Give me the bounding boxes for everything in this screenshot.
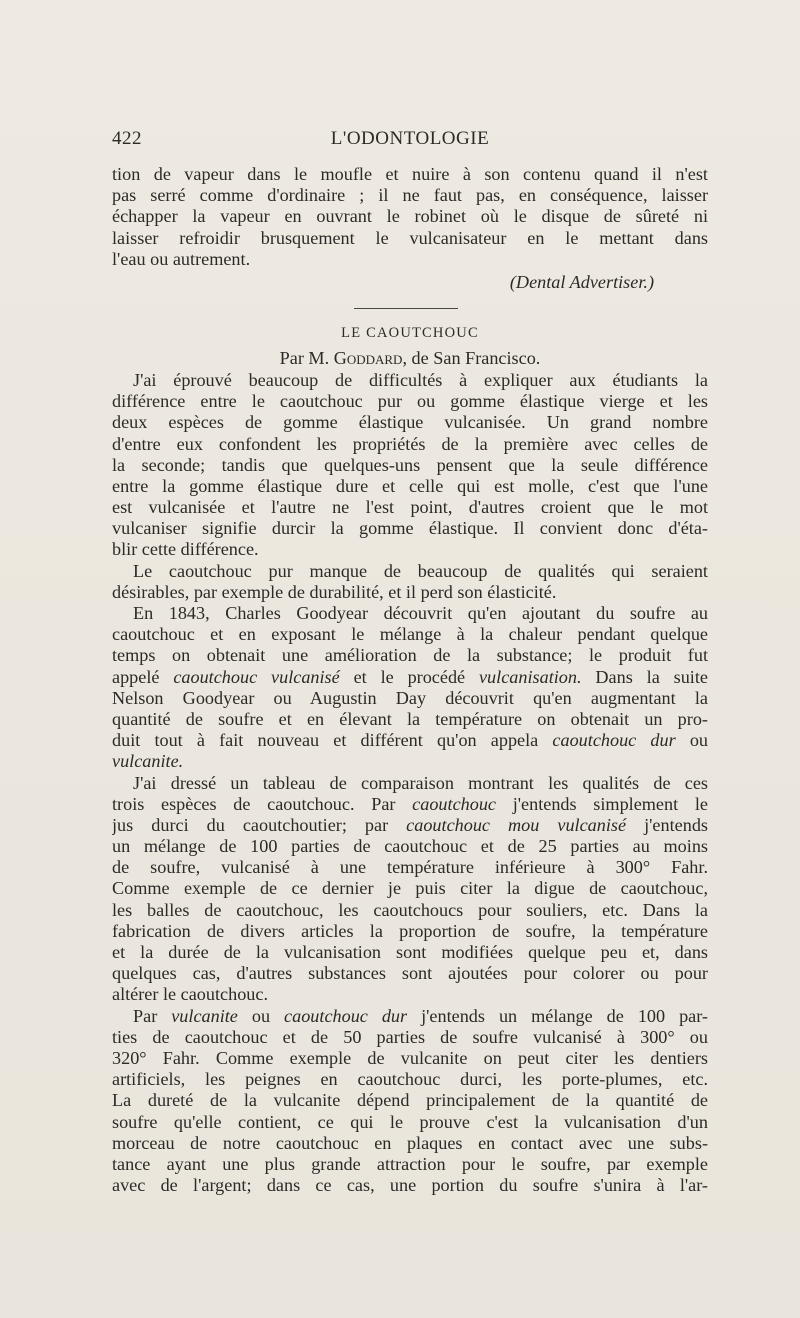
text-run: j'entends simplement le <box>496 793 708 814</box>
text-run: duit tout à fait nouveau et différent qu'on appela <box>112 730 553 751</box>
italic-term: caoutchouc <box>412 793 496 814</box>
text-line <box>112 942 708 963</box>
text-run: avec de l'argent; dans ce cas, une portion du soufre s'unira à l'ar- <box>112 1175 708 1196</box>
text-line <box>112 667 708 688</box>
text-run: d'entre eux confondent les propriétés de la première avec celles de <box>112 433 708 454</box>
text-run: artificiels, les peignes en caoutchouc durci, les porte-plumes, etc. <box>112 1069 708 1090</box>
text-run: différence entre le caoutchouc pur ou gomme élastique vierge et les <box>112 391 708 412</box>
article-paragraph <box>112 773 708 1006</box>
text-line <box>112 582 708 603</box>
byline-suffix: , de San Francisco. <box>402 347 541 368</box>
text-run: ou <box>675 730 708 751</box>
text-line <box>112 497 708 518</box>
text-line <box>112 412 708 433</box>
text-run: et la durée de la vulcanisation sont modifiées quelque peu et, dans <box>112 942 708 962</box>
text-run: blir cette différence. <box>112 539 259 560</box>
text-line <box>112 794 708 815</box>
byline-prefix: Par M. <box>279 347 330 368</box>
text-line <box>112 836 708 857</box>
text-run: j'entends un mélange de 100 par- <box>407 1005 708 1026</box>
text-run: En 1843, Charles Goodyear découvrit qu'en ajoutant du soufre au <box>133 603 708 623</box>
text-line: laisser refroidir brusquement le vulcanisateur en le mettant dans <box>112 227 708 248</box>
text-run: j'entends <box>626 814 708 835</box>
text-run: 320° Fahr. Comme exemple de vulcanite on peut citer les dentiers <box>112 1047 708 1068</box>
text-line <box>112 1027 708 1048</box>
text-run: et le procédé <box>339 666 479 687</box>
text-line <box>112 878 708 899</box>
text-line <box>112 1048 708 1069</box>
text-run: quelques cas, d'autres substances sont ajoutées pour colorer ou pour <box>112 963 708 984</box>
italic-term: caoutchouc mou vulcanisé <box>406 814 627 835</box>
text-run: Dans la suite <box>581 666 708 687</box>
text-run: altérer le caoutchouc. <box>112 984 269 1005</box>
text-line: l'eau ou autrement. <box>112 248 251 269</box>
text-line <box>112 857 708 878</box>
text-line <box>112 539 708 560</box>
text-line: échapper la vapeur en ouvrant le robinet où le disque de sûreté ni <box>112 206 708 227</box>
text-line <box>112 645 708 666</box>
text-line <box>112 370 708 391</box>
text-run: Par <box>133 1005 172 1026</box>
text-line <box>112 751 708 772</box>
text-run: temps on obtenait une amélioration de la substance; le produit fut <box>112 645 708 666</box>
text-line <box>112 1090 708 1111</box>
running-head <box>112 128 708 156</box>
text-line <box>112 900 708 921</box>
article-paragraph <box>112 603 708 773</box>
text-run: quantité de soufre et en élevant la température on obtenait un pro- <box>112 708 708 729</box>
text-line <box>112 984 708 1005</box>
text-run: La dureté de la vulcanite dépend principalement de la quantité de <box>112 1090 708 1111</box>
text-line <box>112 476 708 497</box>
text-run: jus durci du caoutchoutier; par <box>112 814 407 835</box>
byline-author: Goddard <box>333 347 403 368</box>
text-line <box>112 434 708 455</box>
text-block <box>112 164 708 1196</box>
text-line: tion de vapeur dans le moufle et nuire à son contenu quand il n'est <box>112 164 708 184</box>
article-title: LE CAOUTCHOUC <box>341 324 479 341</box>
text-line <box>112 603 708 624</box>
text-run: ties de caoutchouc et de 50 parties de soufre vulcanisé à 300° ou <box>112 1026 708 1047</box>
text-line <box>112 815 708 836</box>
section-divider <box>354 308 458 309</box>
text-run: appelé <box>112 666 174 687</box>
italic-term: vulcanite <box>171 1005 238 1026</box>
italic-term: vulcanisation. <box>478 666 582 687</box>
article-body <box>112 370 708 1196</box>
text-run: J'ai éprouvé beaucoup de difficultés à expliquer aux étudiants la <box>133 369 708 390</box>
article-paragraph <box>112 561 708 603</box>
text-line <box>112 1154 708 1175</box>
text-run: trois espèces de caoutchouc. Par <box>112 793 413 814</box>
text-run: Comme exemple de ce dernier je puis citer la digue de caoutchouc, <box>112 878 708 899</box>
text-line <box>112 963 708 984</box>
text-line <box>112 624 708 645</box>
text-run: morceau de notre caoutchouc en plaques en contact avec une subs- <box>112 1132 708 1153</box>
text-run: désirables, par exemple de durabilité, et il perd son élasticité. <box>112 581 557 602</box>
text-run: entre la gomme élastique dure et celle qui est molle, c'est que l'une <box>112 475 708 496</box>
text-run: ou <box>237 1005 285 1026</box>
intro-paragraph <box>112 164 708 270</box>
text-run: deux espèces de gomme élastique vulcanisée. Un grand nombre <box>112 412 708 433</box>
text-line <box>112 561 708 582</box>
article-paragraph <box>112 370 708 561</box>
text-line <box>112 1006 708 1027</box>
text-line <box>112 730 708 751</box>
page-number: 422 <box>112 128 142 149</box>
text-line: pas serré comme d'ordinaire ; il ne faut pas, en conséquence, laisser <box>112 185 708 206</box>
text-run: soufre qu'elle contient, ce qui le prouve c'est la vulcanisation d'un <box>112 1111 708 1132</box>
italic-term: caoutchouc dur <box>552 730 676 751</box>
article-paragraph <box>112 1006 708 1197</box>
text-line <box>112 455 708 476</box>
text-line <box>112 391 708 412</box>
text-line <box>112 773 708 794</box>
text-run: caoutchouc et en exposant le mélange à la chaleur pendant quelque <box>112 624 708 645</box>
text-line <box>112 709 708 730</box>
article-byline <box>112 346 708 370</box>
text-line <box>112 1069 708 1090</box>
text-run: un mélange de 100 parties de caoutchouc et de 25 parties au moins <box>112 836 708 857</box>
text-line <box>112 1112 708 1133</box>
text-run: de soufre, vulcanisé à une température inférieure à 300° Fahr. <box>112 857 708 878</box>
text-line <box>112 921 708 942</box>
italic-term: vulcanite. <box>112 751 184 772</box>
journal-title: L'ODONTOLOGIE <box>330 128 490 149</box>
text-run: J'ai dressé un tableau de comparaison montrant les qualités de ces <box>133 772 708 793</box>
text-line <box>112 1133 708 1154</box>
source-citation: (Dental Advertiser.) <box>509 271 654 292</box>
italic-term: caoutchouc dur <box>284 1005 408 1026</box>
italic-term: caoutchouc vulcanisé <box>173 666 340 687</box>
text-line <box>112 518 708 539</box>
text-line <box>112 1175 708 1196</box>
text-run: les balles de caoutchouc, les caoutchoucs pour souliers, etc. Dans la <box>112 899 708 920</box>
text-line <box>112 688 708 709</box>
text-run: vulcaniser signifie durcir la gomme élastique. Il convient donc d'éta- <box>112 518 708 539</box>
text-run: fabrication de divers articles la proportion de soufre, la température <box>112 920 708 941</box>
text-run: Nelson Goodyear ou Augustin Day découvrit qu'en augmentant la <box>112 687 708 708</box>
text-run: Le caoutchouc pur manque de beaucoup de qualités qui seraient <box>133 560 708 581</box>
text-run: la seconde; tandis que quelques-uns pensent que la seule différence <box>112 454 708 475</box>
text-run: tance ayant une plus grande attraction pour le soufre, par exemple <box>112 1153 708 1174</box>
text-run: est vulcanisée et l'autre ne l'est point, d'autres croient que le mot <box>112 497 708 518</box>
